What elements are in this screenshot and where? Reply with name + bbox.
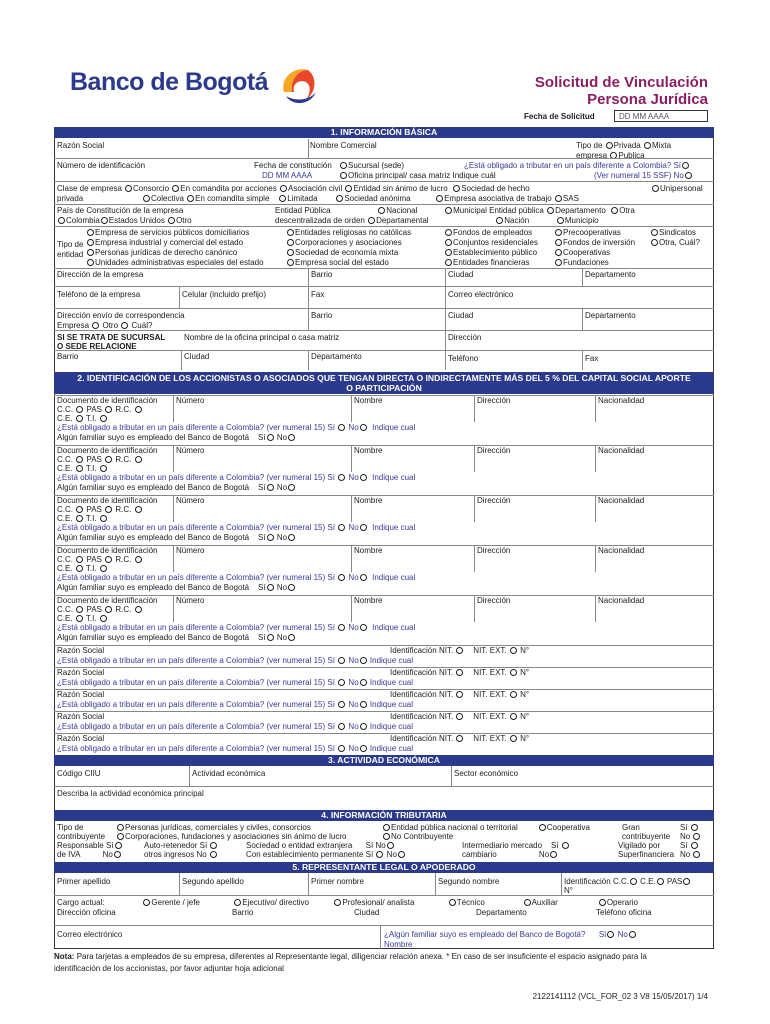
shareholder-numero-label: Número — [176, 396, 205, 405]
responsable-iva: Responsable Sí de IVA No — [57, 841, 123, 859]
ciudad-label-3: Ciudad — [184, 352, 210, 361]
radio-obligado-si[interactable] — [682, 162, 689, 169]
segundo-apellido-label: Segundo apellido — [182, 877, 244, 886]
ver-numeral-label: (Ver numeral 15 SSF) No — [594, 171, 693, 180]
razon-social-obligado: ¿Está obligado a tributar en un país diferente a Colombia? (ver numeral 15) Sí No Indique cual — [57, 656, 414, 665]
razon-social-obligado: ¿Está obligado a tributar en un país diferente a Colombia? (ver numeral 15) Sí No Indique cual — [57, 678, 414, 687]
bank-logo-text: Banco de Bogotá — [70, 68, 269, 96]
sucursal-option: Sucursal (sede) — [339, 161, 404, 170]
direccion-oficina-rep-label: Dirección oficina — [57, 908, 116, 917]
razon-social-row-label: Razón Social — [57, 668, 105, 677]
describa-label: Describa la actividad económica principal — [57, 789, 204, 798]
fecha-constitucion-field[interactable]: DD MM AAAA — [262, 171, 313, 180]
shareholder-doc-options-2: C.E. T.I. — [57, 464, 108, 473]
shareholder-doc-label: Documento de identificación — [57, 396, 158, 405]
nombre-oficina-label: Nombre de la oficina principal o casa matriz — [184, 333, 340, 342]
razon-social-row-label: Razón Social — [57, 734, 105, 743]
radio-nacion[interactable] — [496, 217, 503, 224]
razon-social-label: Razón Social — [57, 141, 105, 150]
radio-eeuu[interactable] — [101, 217, 108, 224]
razon-social-obligado: ¿Está obligado a tributar en un país diferente a Colombia? (ver numeral 15) Sí No Indique cual — [57, 722, 414, 731]
actividad-label: Actividad económica — [192, 769, 266, 778]
clase-privada-label: privada — [57, 194, 84, 203]
gran-contribuyente: Gran contribuyente — [622, 823, 671, 841]
razon-social-ident: Identificación NIT. NIT. EXT. N° — [390, 646, 530, 655]
request-date-label: Fecha de Solicitud — [524, 112, 595, 121]
razon-social-row-label: Razón Social — [57, 690, 105, 699]
shareholder-doc-options: C.C. PAS R.C. — [57, 455, 143, 464]
radio-privada[interactable] — [606, 142, 613, 149]
tipo-empresa-label: Tipo de Privada Mixta — [576, 141, 672, 150]
shareholder-familiar-row: Algún familiar suyo es empleado del Banco de Bogotá Sí No — [57, 483, 296, 492]
radio-limitada[interactable] — [279, 195, 286, 202]
shareholder-direccion-label: Dirección — [477, 496, 511, 505]
barrio-rep-label: Barrio — [232, 908, 254, 917]
radio-sin-animo[interactable] — [345, 185, 352, 192]
radio-consorcio[interactable] — [125, 185, 132, 192]
celular-label: Celular (incluido prefijo) — [182, 290, 267, 299]
radio-corr-otro[interactable] — [121, 322, 128, 329]
shareholder-numero-label: Número — [176, 596, 205, 605]
shareholder-nombre-label: Nombre — [354, 596, 383, 605]
razon-social-obligado: ¿Está obligado a tributar en un país diferente a Colombia? (ver numeral 15) Sí No Indique cual — [57, 700, 414, 709]
shareholder-doc-options-2: C.E. T.I. — [57, 514, 108, 523]
footer-note: Nota: Para tarjetas a empleados de su empresa, diferentes al Representante legal, diligenciar relación anexa. * En caso de ser insuficiente el espacio asignado para la identificación de los accionistas, por favor adjuntar hoja adicional — [54, 952, 647, 973]
autoretenedor: Auto-retenedor Sí otros ingresos No — [144, 841, 218, 859]
shareholder-nacionalidad-label: Nacionalidad — [598, 396, 645, 405]
nombre-comercial-label: Nombre Comercial — [310, 141, 377, 150]
fecha-constitucion-label: Fecha de constitución — [254, 161, 332, 170]
radio-sociedad-hecho[interactable] — [453, 185, 460, 192]
radio-corr-empresa[interactable] — [92, 322, 99, 329]
direccion-oficina-label: Dirección — [448, 333, 482, 342]
tipo-entidad-label: Tipo de entidad — [57, 240, 84, 259]
radio-municipal[interactable] — [445, 207, 452, 214]
shareholder-nombre-label: Nombre — [354, 496, 383, 505]
barrio-label: Barrio — [311, 270, 333, 279]
correo-label: Correo electrónico — [448, 290, 514, 299]
shareholder-doc-options: C.C. PAS R.C. — [57, 605, 143, 614]
radio-sucursal[interactable] — [340, 162, 347, 169]
cargo-row: Cargo actual: Gerente / jefe Ejecutivo/ directivo Profesional/ analista Técnico Auxiliar Operario — [57, 898, 638, 907]
sucursal-heading: SI SE TRATA DE SUCURSAL — [57, 333, 166, 342]
shareholder-doc-options: C.C. PAS R.C. — [57, 505, 143, 514]
razon-social-row-label: Razón Social — [57, 646, 105, 655]
segundo-nombre-label: Segundo nombre — [438, 877, 500, 886]
radio-unipersonal[interactable] — [652, 185, 659, 192]
numero-identificacion-label: Número de identificación — [57, 161, 146, 170]
ciudad-label-2: Ciudad — [448, 311, 474, 320]
shareholder-obligado-row: ¿Está obligado a tributar en un país diferente a Colombia? (ver numeral 15) Sí No Indique cual — [57, 473, 416, 482]
razon-social-ident: Identificación NIT. NIT. EXT. N° — [390, 690, 530, 699]
telefono-empresa-label: Teléfono de la empresa — [57, 290, 141, 299]
shareholder-doc-options: C.C. PAS R.C. — [57, 555, 143, 564]
razon-social-ident: Identificación NIT. NIT. EXT. N° — [390, 712, 530, 721]
clase-empresa-label: Clase de empresa — [57, 184, 122, 193]
shareholder-doc-label: Documento de identificación — [57, 496, 158, 505]
radio-asociativa-trabajo[interactable] — [436, 195, 443, 202]
entidad-publica-label: Entidad Pública Nacional Municipal Entidad pública Departamento Otra — [275, 206, 635, 215]
gran-contrib-options: Sí No — [680, 823, 701, 841]
ciudad-rep-label: Ciudad — [354, 908, 380, 917]
shareholder-direccion-label: Dirección — [477, 446, 511, 455]
radio-asociacion-civil[interactable] — [280, 185, 287, 192]
radio-otra[interactable] — [611, 207, 618, 214]
radio-comandita-simple[interactable] — [187, 195, 194, 202]
tipo-entidad-col-3: Fondos de empleados Conjuntos residenciales Establecimiento público Entidades financieras — [444, 228, 538, 268]
radio-comandita-acciones[interactable] — [172, 185, 179, 192]
shareholder-doc-label: Documento de identificación — [57, 546, 158, 555]
radio-departamental[interactable] — [368, 217, 375, 224]
descentralizada-label: descentralizada de orden Departamental Nación Municipio — [275, 216, 599, 225]
contribuyente-options-2: Entidad pública nacional o territorial Cooperativa No Contribuyente — [382, 823, 590, 841]
shareholder-obligado-row: ¿Está obligado a tributar en un país diferente a Colombia? (ver numeral 15) Sí No Indique cual — [57, 523, 416, 532]
radio-sas[interactable] — [555, 195, 562, 202]
section-2-title: 2. IDENTIFICACIÓN DE LOS ACCIONISTAS O ASOCIADOS QUE TENGAN DIRECTA O INDIRECTAMENTE MÁS DEL 5 % DEL CAPITAL SOCIAL APORTE O PARTICIPACIÓN — [54, 372, 714, 394]
depto-rep-label: Departamento — [476, 908, 527, 917]
radio-colectiva[interactable] — [143, 195, 150, 202]
fax-label: Fax — [311, 290, 325, 299]
form-code: 2122141112 (VCL_FOR_02 3 V8 15/05/2017) 1/4 — [532, 992, 708, 1001]
correspondencia-options: Empresa Otro Cuál? — [57, 321, 153, 330]
radio-departamento[interactable] — [547, 207, 554, 214]
barrio-label-2: Barrio — [311, 311, 333, 320]
section-3-title: 3. ACTIVIDAD ECONÓMICA — [54, 755, 714, 766]
telefono-oficina-label: Teléfono oficina — [596, 908, 652, 917]
radio-obligado-no[interactable] — [685, 172, 692, 179]
shareholder-doc-options-2: C.E. T.I. — [57, 414, 108, 423]
radio-anonima[interactable] — [336, 195, 343, 202]
radio-mixta[interactable] — [644, 142, 651, 149]
shareholder-direccion-label: Dirección — [477, 596, 511, 605]
oficina-option: Oficina principal/ casa matriz Indique cuál — [339, 171, 496, 180]
departamento-label-3: Departamento — [311, 352, 362, 361]
razon-social-obligado: ¿Está obligado a tributar en un país diferente a Colombia? (ver numeral 15) Sí No Indique cual — [57, 744, 414, 753]
form-title: Solicitud de Vinculación Persona Jurídica — [534, 74, 708, 108]
obligado-tributar-label: ¿Está obligado a tributar en un país diferente a Colombia? Sí — [464, 161, 690, 170]
vigilado: Vigilado por Superfinanciera — [618, 841, 675, 859]
shareholder-doc-label: Documento de identificación — [57, 446, 158, 455]
tipo-entidad-col-4: Precooperativas Fondos de inversión Cooperativas Fundaciones — [554, 228, 635, 268]
form-page — [54, 0, 714, 1024]
barrio-label-3: Barrio — [57, 352, 79, 361]
tipo-entidad-col-5: Sindicatos Otra, Cuál? — [650, 228, 700, 248]
clase-row-2: Colectiva En comandita simple Limitada Sociedad anónima Empresa asociativa de trabajo SAS — [142, 194, 579, 203]
unipersonal-option: Unipersonal — [651, 184, 703, 193]
shareholder-doc-label: Documento de identificación — [57, 596, 158, 605]
section-1-title: 1. INFORMACIÓN BÁSICA — [54, 127, 714, 138]
intermediario: Intermediario mercado Sí cambiario No — [462, 841, 570, 859]
telefono-label: Teléfono — [448, 354, 479, 363]
sede-heading: O SEDE RELACIONE — [57, 342, 137, 351]
shareholder-doc-options-2: C.E. T.I. — [57, 564, 108, 573]
shareholder-familiar-row: Algún familiar suyo es empleado del Banco de Bogotá Sí No — [57, 583, 296, 592]
sociedad-extranjera: Sociedad o entidad extranjera Sí No Con establecimiento permanente Sí No — [246, 841, 406, 859]
radio-nacional[interactable] — [378, 207, 385, 214]
tipo-empresa-label-2: empresa Publica — [576, 151, 645, 160]
section-4-title: 4. INFORMACIÓN TRIBUTARIA — [54, 810, 714, 821]
shareholder-nacionalidad-label: Nacionalidad — [598, 546, 645, 555]
shareholder-nacionalidad-label: Nacionalidad — [598, 446, 645, 455]
shareholder-nombre-label: Nombre — [354, 446, 383, 455]
shareholder-familiar-row: Algún familiar suyo es empleado del Banco de Bogotá Sí No — [57, 633, 296, 642]
familiar-rep-row: ¿Algún familiar suyo es empleado del Banco de Bogotá? Sí No Nombre — [384, 930, 637, 950]
direccion-correspondencia-label: Dirección envío de correspondencia — [57, 311, 185, 320]
shareholder-obligado-row: ¿Está obligado a tributar en un país diferente a Colombia? (ver numeral 15) Sí No Indique cual — [57, 573, 416, 582]
shareholder-doc-options-2: C.E. T.I. — [57, 614, 108, 623]
ciudad-label: Ciudad — [448, 270, 474, 279]
radio-pais-otro[interactable] — [168, 217, 175, 224]
departamento-label-2: Departamento — [585, 311, 636, 320]
radio-oficina-principal[interactable] — [340, 172, 347, 179]
shareholder-nacionalidad-label: Nacionalidad — [598, 496, 645, 505]
tipo-contribuyente-label: Tipo de contribuyente — [57, 823, 106, 841]
shareholder-nombre-label: Nombre — [354, 396, 383, 405]
razon-social-ident: Identificación NIT. NIT. EXT. N° — [390, 734, 530, 743]
radio-municipio[interactable] — [557, 217, 564, 224]
correo-rep-label: Correo electrónico — [57, 930, 123, 939]
request-date-field[interactable]: DD MM AAAA — [614, 110, 708, 122]
primer-apellido-label: Primer apellido — [57, 877, 111, 886]
tipo-entidad-col-1: Empresa de servicios públicos domiciliarios Empresa industrial y comercial del estado Personas jurídicas de derecho canónico Unidades administrativas especiales del estado — [86, 228, 264, 268]
shareholder-direccion-label: Dirección — [477, 396, 511, 405]
pais-constitucion-label: País de Constitución de la empresa — [57, 206, 184, 215]
departamento-label: Departamento — [585, 270, 636, 279]
tipo-entidad-col-2: Entidades religiosas no católicas Corporaciones y asociaciones Sociedad de economía mixta Empresa social del estado — [286, 228, 411, 268]
shareholder-numero-label: Número — [176, 496, 205, 505]
shareholder-nacionalidad-label: Nacionalidad — [598, 596, 645, 605]
shareholder-direccion-label: Dirección — [477, 546, 511, 555]
razon-social-ident: Identificación NIT. NIT. EXT. N° — [390, 668, 530, 677]
shareholder-familiar-row: Algún familiar suyo es empleado del Banco de Bogotá Sí No — [57, 533, 296, 542]
shareholder-obligado-row: ¿Está obligado a tributar en un país diferente a Colombia? (ver numeral 15) Sí No Indique cual — [57, 623, 416, 632]
shareholder-obligado-row: ¿Está obligado a tributar en un país diferente a Colombia? (ver numeral 15) Sí No Indique cual — [57, 423, 416, 432]
vigilado-options: Sí No — [680, 841, 701, 859]
identificacion-label: Identificación C.C. C.E. PAS N° — [564, 877, 691, 895]
clase-row-1: Consorcio En comandita por acciones Asociación civil Entidad sin ánimo de lucro Sociedad de hecho — [124, 184, 530, 193]
ciiu-label: Código CIIU — [57, 769, 101, 778]
bank-logo-icon — [276, 62, 322, 108]
razon-social-row-label: Razón Social — [57, 712, 105, 721]
direccion-empresa-label: Dirección de la empresa — [57, 270, 144, 279]
section-5-title: 5. REPRESENTANTE LEGAL O APODERADO — [54, 862, 714, 873]
primer-nombre-label: Primer nombre — [311, 877, 364, 886]
shareholder-numero-label: Número — [176, 446, 205, 455]
contribuyente-options: Personas jurídicas, comerciales y civiles, consorcios Corporaciones, fundaciones y asociaciones sin ánimo de lucro — [116, 823, 346, 841]
radio-colombia[interactable] — [58, 217, 65, 224]
fax-label-2: Fax — [585, 354, 599, 363]
shareholder-numero-label: Número — [176, 546, 205, 555]
shareholder-familiar-row: Algún familiar suyo es empleado del Banco de Bogotá Sí No — [57, 433, 296, 442]
shareholder-nombre-label: Nombre — [354, 546, 383, 555]
pais-options: Colombia Estados Unidos Otro — [57, 216, 192, 225]
shareholder-doc-options: C.C. PAS R.C. — [57, 405, 143, 414]
sector-label: Sector económico — [454, 769, 519, 778]
